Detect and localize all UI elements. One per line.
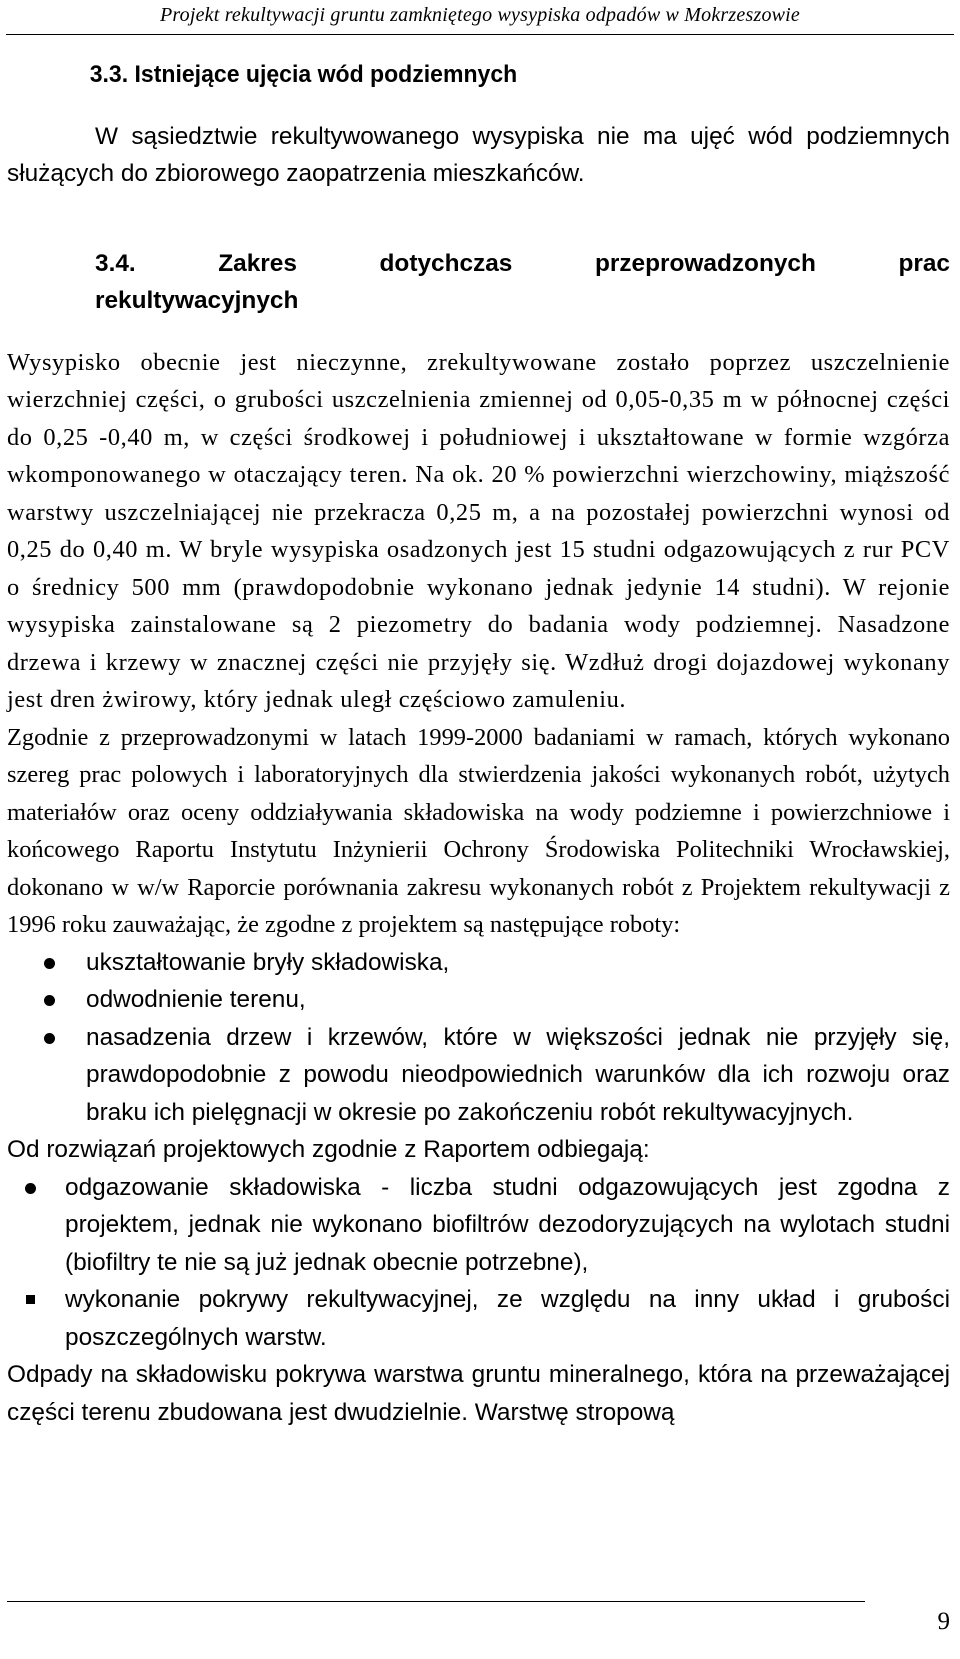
completed-works-list [7, 944, 950, 1132]
page-content [7, 56, 950, 1431]
running-header: Projekt rekultywacji gruntu zamkniętego wysypiska odpadów w Mokrzeszowie [159, 4, 801, 26]
section-3-4-paragraph-3: Od rozwiązań projektowych zgodnie z Raportem odbiegają: [7, 1136, 650, 1163]
section-3-3-paragraph: W sąsiedztwie rekultywowanego wysypiska nie ma ujęć wód podziemnych służących do zbiorowego zaopatrzenia mieszkańców. [7, 122, 950, 187]
bullet-icon [44, 958, 55, 969]
page-number: 9 [937, 1608, 950, 1635]
square-bullet-icon [26, 1295, 35, 1304]
section-3-4-paragraph-4: Odpady na składowisku pokrywa warstwa gruntu mineralnego, która na przeważającej części terenu zbudowana jest dwudzielnie. Warstwę stropową [7, 1361, 950, 1426]
header-rule [6, 34, 954, 35]
section-3-4-paragraph-1: Wysypisko obecnie jest nieczynne, zrekultywowane zostało poprzez uszczelnienie wierzchniej części, o grubości uszczelnienia zmiennej od 0,05-0,35 m w północnej części do 0,25 -0,40 m, w części środkowej i południowej i ukształtowane w formie wzgórza wkomponowanego w otaczający teren. Na ok. 20 % powierzchni wierzchowiny, miąższość warstwy uszczelniającej nie przekracza 0,25 m, a na pozostałej powierzchni wynosi od 0,25 do 0,40 m. W bryle wysypiska osadzonych jest 15 studni odgazowujących z rur PCV o średnicy 500 mm (prawdopodobnie wykonano jednak jedynie 14 studni). W rejonie wysypiska zainstalowane są 2 piezometry do badania wody podziemnej. Nasadzone drzewa i krzewy w znacznej części nie przyjęły się. Wzdłuż drogi dojazdowej wykonany jest dren żwirowy, który jednak uległ częściowo zamuleniu. [7, 348, 950, 713]
footer-rule [7, 1601, 865, 1602]
list-item: wykonanie pokrywy rekultywacyjnej, ze względu na inny układ i grubości poszczególnych warstw. [7, 1281, 950, 1356]
deviations-list [7, 1169, 950, 1357]
list-item: ukształtowanie bryły składowiska, [7, 944, 950, 982]
section-heading-3-3: 3.3. Istniejące ujęcia wód podziemnych [89, 61, 518, 88]
list-item: odgazowanie składowiska - liczba studni odgazowujących jest zgodna z projektem, jednak nie wykonano biofiltrów dezodoryzujących na wylotach studni (biofiltry te nie są już jednak obecnie potrzebne), [7, 1169, 950, 1282]
bullet-icon [44, 1033, 55, 1044]
list-item: odwodnienie terenu, [7, 981, 950, 1019]
section-heading-3-4 [7, 245, 950, 320]
bullet-icon [44, 995, 55, 1006]
section-heading-3-4-line2: rekultywacyjnych [95, 287, 299, 314]
section-heading-3-4-line1: 3.4. Zakres dotychczas przeprowadzonych prac [95, 249, 950, 277]
section-3-4-paragraph-2: Zgodnie z przeprowadzonymi w latach 1999-2000 badaniami w ramach, których wykonano szereg prac polowych i laboratoryjnych dla stwierdzenia jakości wykonanych robót, użytych materiałów oraz oceny oddziaływania składowiska na wody podziemne i powierzchniowe i końcowego Raportu Instytutu Inżynierii Ochrony Środowiska Politechniki Wrocławskiej, dokonano w w/w Raporcie porównania zakresu wykonanych robót z Projektem rekultywacji z 1996 roku zauważając, że zgodne z projektem są następujące roboty: [7, 723, 950, 938]
list-item: nasadzenia drzew i krzewów, które w większości jednak nie przyjęły się, prawdopodobnie z powodu nieodpowiednich warunków dla ich rozwoju oraz braku ich pielęgnacji w okresie po zakończeniu robót rekultywacyjnych. [7, 1019, 950, 1132]
bullet-icon [25, 1183, 36, 1194]
